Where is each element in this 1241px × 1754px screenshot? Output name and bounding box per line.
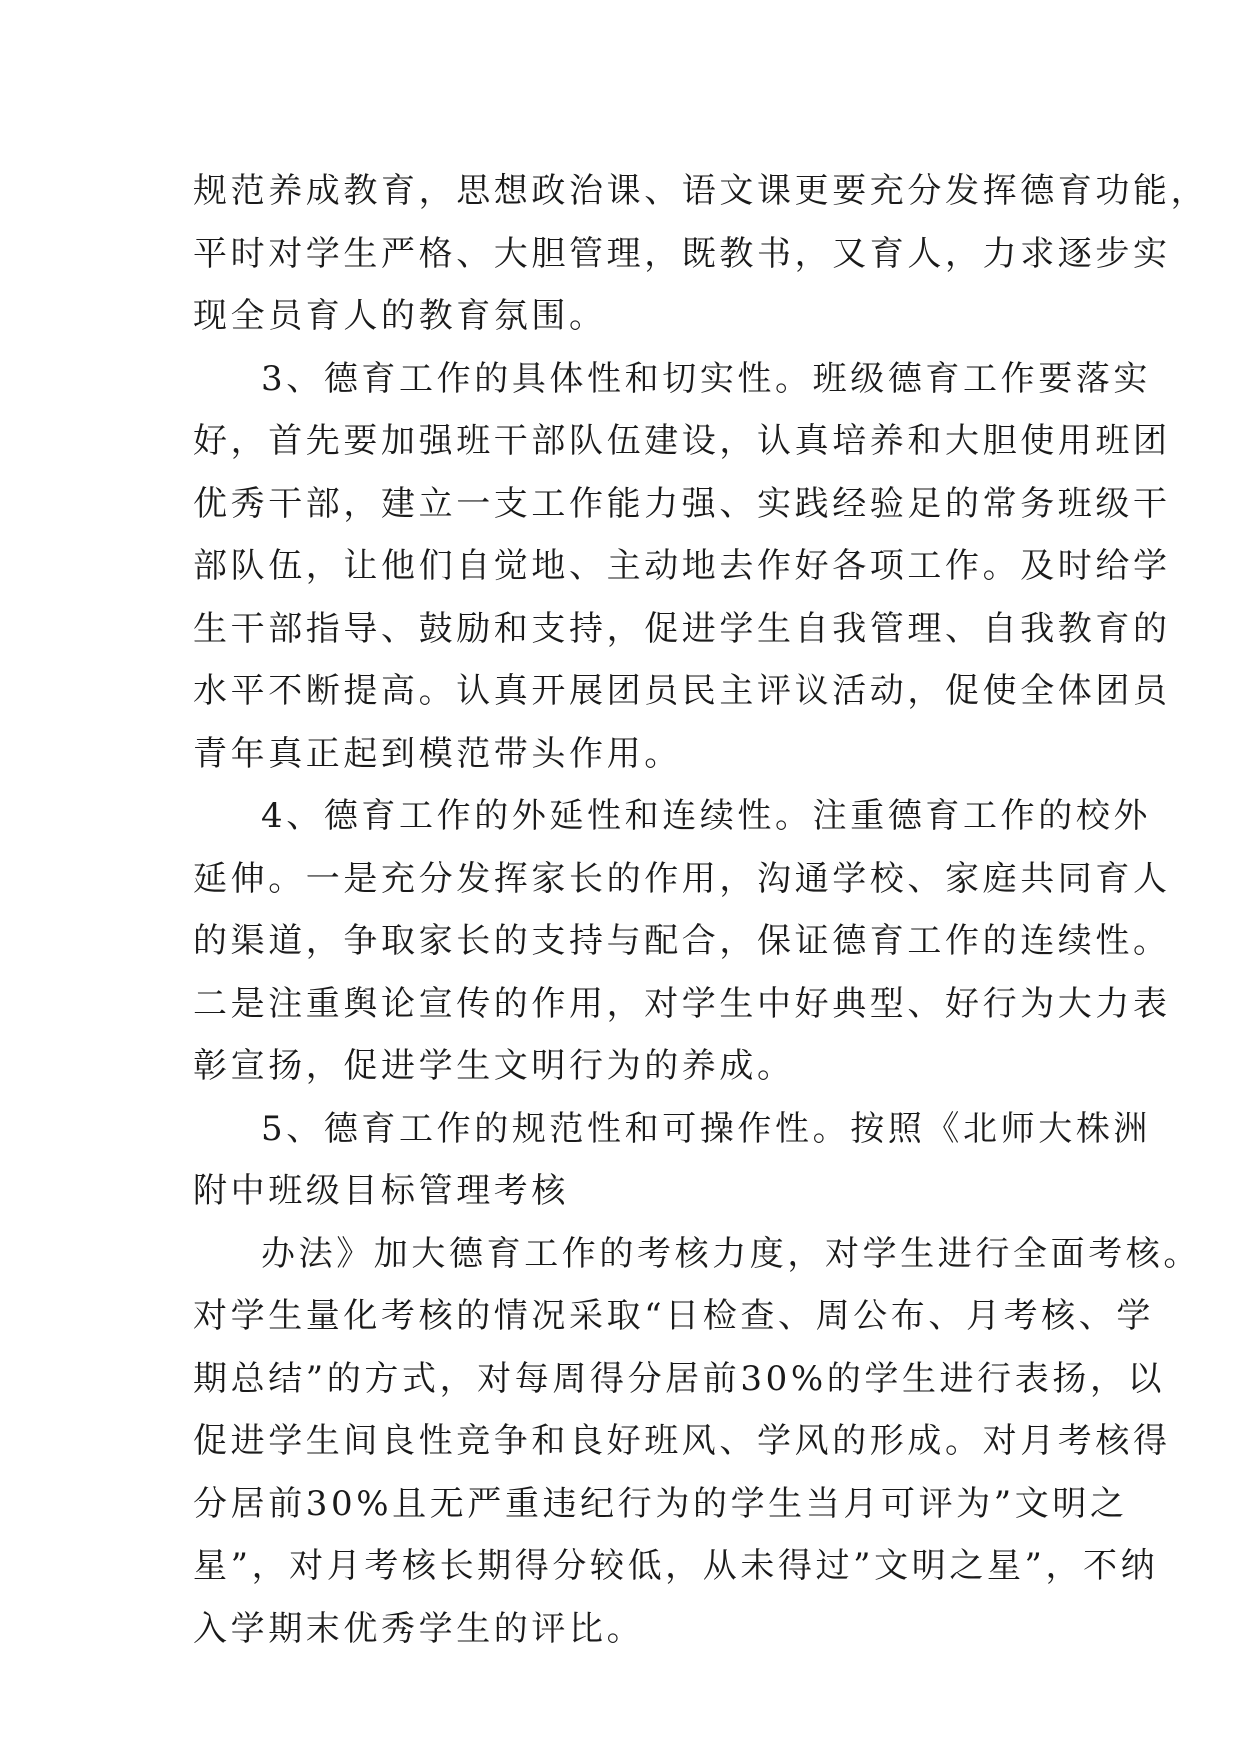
text-line: 优秀干部，建立一支工作能力强、实践经验足的常务班级干	[193, 483, 1171, 524]
text-line: 平时对学生严格、大胆管理，既教书，又育人，力求逐步实	[193, 233, 1171, 274]
text-line: 二是注重舆论宣传的作用，对学生中好典型、好行为大力表	[193, 983, 1171, 1024]
paragraph-5-start: 5、德育工作的规范性和可操作性。按照《北师大株洲	[261, 1108, 1152, 1149]
text-line: 现全员育人的教育氛围。	[193, 296, 607, 336]
text-line: 延伸。一是充分发挥家长的作用，沟通学校、家庭共同育人	[193, 858, 1171, 899]
text-line: 分居前30%且无严重违纪行为的学生当月可评为”文明之	[193, 1483, 1128, 1524]
text-line: 水平不断提高。认真开展团员民主评议活动，促使全体团员	[193, 671, 1171, 711]
text-line: 规范养成教育，思想政治课、语文课更要充分发挥德育功能，	[193, 171, 1209, 211]
body-text	[193, 160, 1209, 1660]
text-line: 生干部指导、鼓励和支持，促进学生自我管理、自我教育的	[193, 608, 1171, 649]
paragraph-6-start: 办法》加大德育工作的考核力度，对学生进行全面考核。	[261, 1233, 1201, 1274]
text-line: 促进学生间良性竞争和良好班风、学风的形成。对月考核得	[193, 1421, 1171, 1461]
text-line: 部队伍，让他们自觉地、主动地去作好各项工作。及时给学	[193, 546, 1171, 586]
text-line: 入学期末优秀学生的评比。	[193, 1608, 645, 1649]
text-line: 青年真正起到模范带头作用。	[193, 733, 682, 774]
paragraph-3-start: 3、德育工作的具体性和切实性。班级德育工作要落实	[261, 358, 1152, 399]
text-line: 期总结”的方式，对每周得分居前30%的学生进行表扬，以	[193, 1358, 1166, 1399]
text-line: 对学生量化考核的情况采取“日检查、周公布、月考核、学	[193, 1296, 1154, 1336]
text-line: 的渠道，争取家长的支持与配合，保证德育工作的连续性。	[193, 921, 1171, 961]
text-line: 好，首先要加强班干部队伍建设，认真培养和大胆使用班团	[193, 421, 1171, 461]
text-line: 附中班级目标管理考核	[193, 1171, 569, 1211]
text-line: 星”，对月考核长期得分较低，从未得过”文明之星”，不纳	[193, 1546, 1159, 1586]
text-line: 彰宣扬，促进学生文明行为的养成。	[193, 1046, 795, 1086]
paragraph-4-start: 4、德育工作的外延性和连续性。注重德育工作的校外	[261, 796, 1152, 836]
